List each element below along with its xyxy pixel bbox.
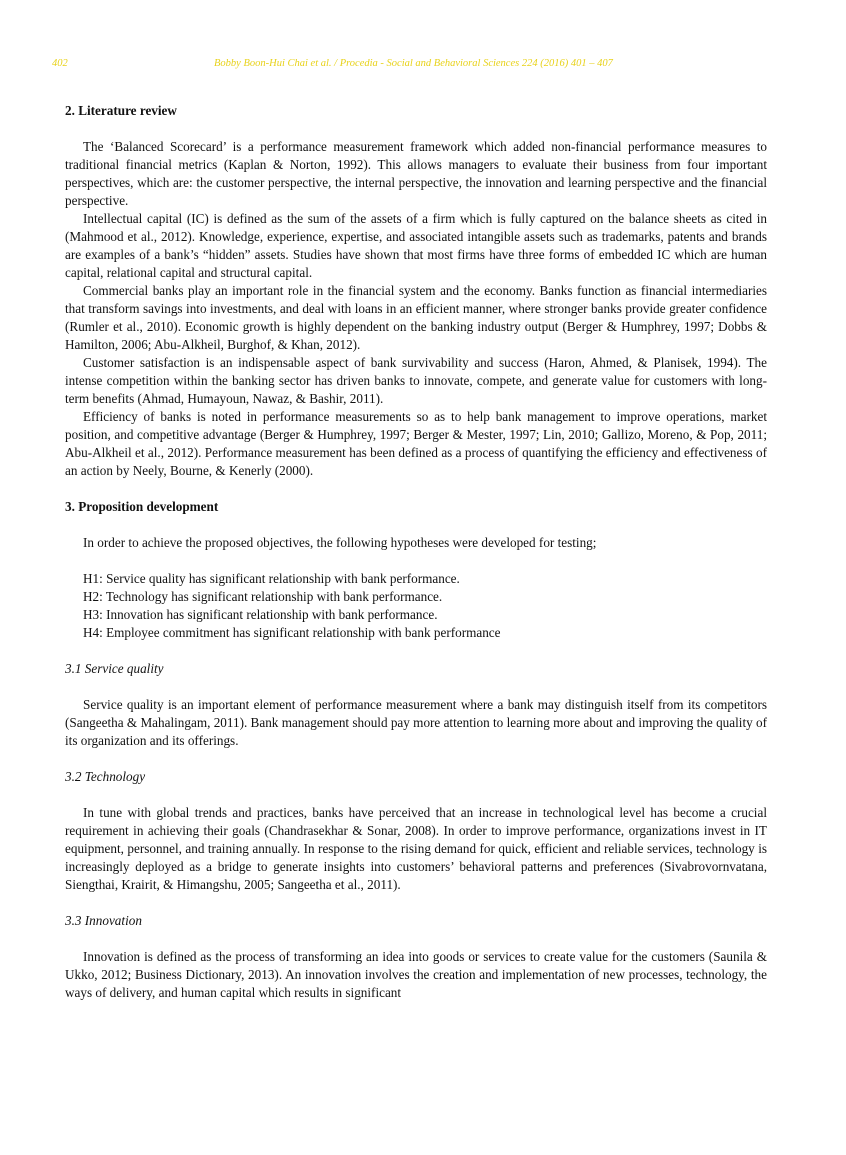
paragraph: The ‘Balanced Scorecard’ is a performance measurement framework which added non-financial performance measures to traditional financial metrics (Kaplan & Norton, 1992). This allows managers to evaluate their business from four important perspectives, which are: the customer perspective, the internal perspective, the innovation and learning perspective and the financial perspective. [65, 139, 767, 208]
subsection-heading-technology: 3.2 Technology [65, 769, 146, 784]
paragraph: Innovation is defined as the process of transforming an idea into goods or services to create value for the customers (Saunila & Ukko, 2012; Business Dictionary, 2013). An innovation involves the creation and implementation of new processes, technology, the ways of delivery, and human capital which results in significant [65, 949, 767, 1000]
hypothesis-item: H3: Innovation has significant relationship with bank performance. [83, 607, 438, 622]
section-heading-proposition-development: 3. Proposition development [65, 499, 219, 514]
paragraph: Efficiency of banks is noted in performance measurements so as to help bank management to improve operations, market position, and competitive advantage (Berger & Humphrey, 1997; Berger & Mester, 1997; Lin, 2010; Gallizo, Moreno, & Pop, 2011; Abu-Alkheil et al., 2012). Performance measurement has been defined as a process of quantifying the efficiency and effectiveness of an action by Neely, Bourne, & Kenerly (2000). [65, 409, 767, 478]
journal-reference: Bobby Boon-Hui Chai et al. / Procedia - Social and Behavioral Sciences 224 (2016) 401 – 407 [214, 58, 613, 69]
page-number: 402 [52, 58, 68, 69]
paragraph: In order to achieve the proposed objectives, the following hypotheses were developed for testing; [83, 535, 597, 550]
paragraph: Service quality is an important element of performance measurement where a bank may distinguish itself from its competitors (Sangeetha & Mahalingam, 2011). Bank management should pay more attention to learning more about and improving the quality of its organization and its offerings. [65, 697, 767, 748]
paragraph: Commercial banks play an important role in the financial system and the economy. Banks function as financial intermediaries that transform savings into investments, and deal with loans in an efficient manner, where stronger banks provide greater confidence (Rumler et al., 2010). Economic growth is highly dependent on the banking industry output (Berger & Humphrey, 1997; Dobbs & Hamilton, 2006; Abu-Alkheil, Burghof, & Khan, 2012). [65, 283, 767, 352]
section-heading-literature-review: 2. Literature review [65, 103, 177, 118]
running-header [0, 58, 846, 74]
paragraph: Intellectual capital (IC) is defined as the sum of the assets of a firm which is fully captured on the balance sheets as cited in (Mahmood et al., 2012). Knowledge, experience, expertise, and associated intangible assets such as trademarks, patents and brands are examples of a bank’s “hidden” assets. Studies have shown that most firms have three forms of embedded IC which are human capital, relational capital and structural capital. [65, 211, 767, 280]
article-body [65, 102, 767, 1002]
subsection-heading-innovation: 3.3 Innovation [65, 913, 142, 928]
paragraph: Customer satisfaction is an indispensable aspect of bank survivability and success (Haron, Ahmed, & Planisek, 1994). The intense competition within the banking sector has driven banks to innovate, compete, and generate value for customers with long-term benefits (Ahmad, Humayoun, Nawaz, & Bashir, 2011). [65, 355, 767, 406]
subsection-heading-service-quality: 3.1 Service quality [65, 661, 164, 676]
hypothesis-item: H4: Employee commitment has significant relationship with bank performance [83, 625, 501, 640]
hypothesis-item: H1: Service quality has significant relationship with bank performance. [83, 571, 460, 586]
hypothesis-item: H2: Technology has significant relationship with bank performance. [83, 589, 443, 604]
paragraph: In tune with global trends and practices, banks have perceived that an increase in technological level has become a crucial requirement in achieving their goals (Chandrasekhar & Sonar, 2008). In order to improve performance, organizations invest in IT equipment, personnel, and training annually. In response to the rising demand for quick, efficient and reliable services, technology is increasingly deployed as a bridge to generate insights into customers’ behavioral patterns and preferences (Sivabrovornvatana, Siengthai, Krairit, & Himangshu, 2005; Sangeetha et al., 2011). [65, 805, 767, 892]
